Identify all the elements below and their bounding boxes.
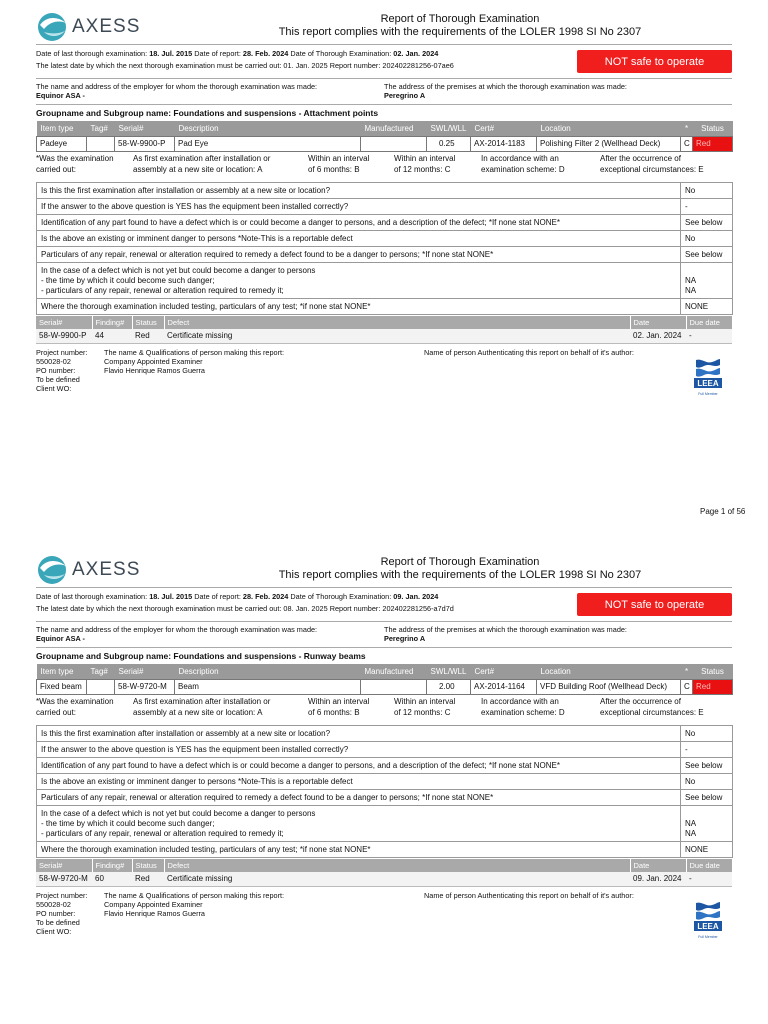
question-row <box>37 790 733 806</box>
column-header: Date <box>630 859 686 872</box>
column-header: Due date <box>686 859 732 872</box>
question-row <box>37 742 733 758</box>
question-row <box>37 758 733 774</box>
report-date-label: Date of report: <box>194 49 241 58</box>
equipment-cell <box>87 679 115 694</box>
divider <box>36 104 732 105</box>
column-header: Location <box>537 664 681 679</box>
column-header: Due date <box>686 316 732 329</box>
report-dates <box>36 48 454 72</box>
column-header: Status <box>132 859 164 872</box>
equipment-cell: Red <box>693 679 733 694</box>
question-text: Is this the first examination after installation or assembly at a new site or location? <box>37 726 681 742</box>
equipment-header-row <box>37 664 733 679</box>
interval-option: Within an interval of 12 months: C <box>394 697 456 717</box>
question-text: Identification of any part found to have a defect which is or could become a danger to persons, and a description of the defect; *If none stat NONE* <box>37 215 681 231</box>
finding-row <box>36 329 732 343</box>
leea-member-logo <box>690 356 726 398</box>
report-title-line1: Report of Thorough Examination <box>380 556 540 568</box>
findings-table <box>36 316 733 344</box>
axess-logo-icon <box>36 12 70 42</box>
column-header: Status <box>693 121 733 136</box>
project-info: Project number: 550028-02 PO number: To be defined Client WO: <box>36 348 88 393</box>
finding-cell: 58-W-9900-P <box>36 329 92 343</box>
exam-date: 02. Jan. 2024 <box>393 49 439 58</box>
finding-cell: Red <box>132 872 164 886</box>
column-header: * <box>681 121 693 136</box>
question-answer: - <box>681 742 733 758</box>
question-text: In the case of a defect which is not yet but could become a danger to persons - the time by which it could become such danger; - particulars of any repair, renewal or alteration required to remedy it; <box>37 806 681 842</box>
equipment-table <box>36 664 733 695</box>
premises-name: Peregrino A <box>384 91 426 100</box>
leea-member-logo <box>690 899 726 941</box>
interval-option: In accordance with an examination scheme: D <box>481 154 565 174</box>
column-header: Cert# <box>471 121 537 136</box>
equipment-row <box>37 136 733 151</box>
svg-text:Full Member: Full Member <box>698 392 718 396</box>
report-number: Report number: 202402281256-a7d7d <box>329 604 454 613</box>
question-answer: See below <box>681 215 733 231</box>
question-text: Particulars of any repair, renewal or alteration required to remedy a defect found to be a danger to persons; *If none stat NONE* <box>37 790 681 806</box>
equipment-table <box>36 121 733 152</box>
question-row <box>37 247 733 263</box>
dates-line <box>36 591 454 603</box>
examination-intervals <box>36 696 732 720</box>
examiner-info: The name & Qualifications of person making this report: Company Appointed Examiner Flavio Henrique Ramos Guerra <box>104 891 285 918</box>
interval-option: *Was the examination carried out: <box>36 697 114 717</box>
equipment-cell: AX-2014-1183 <box>471 136 537 151</box>
interval-option: In accordance with an examination scheme: D <box>481 697 565 717</box>
premises-label: The address of the premises at which the thorough examination was made: <box>384 625 627 634</box>
examiner-info: The name & Qualifications of person making this report: Company Appointed Examiner Flavio Henrique Ramos Guerra <box>104 348 285 375</box>
divider <box>36 647 732 648</box>
interval-option: As first examination after installation or assembly at a new site or location: A <box>133 697 271 717</box>
authenticator-info: Name of person Authenticating this report on behalf of it's author: <box>424 348 634 357</box>
axess-logo-icon <box>36 555 70 585</box>
question-row <box>37 263 733 299</box>
svg-text:LEEA: LEEA <box>697 379 719 388</box>
column-header: Defect <box>164 859 630 872</box>
column-header: Description <box>175 664 361 679</box>
finding-cell: - <box>686 872 732 886</box>
finding-cell: 09. Jan. 2024 <box>630 872 686 886</box>
question-row <box>37 806 733 842</box>
questions-table <box>36 725 733 858</box>
question-row <box>37 231 733 247</box>
equipment-cell: 58-W-9900-P <box>115 136 175 151</box>
interval-option: As first examination after installation or assembly at a new site or location: A <box>133 154 271 174</box>
report-date-label: Date of report: <box>194 592 241 601</box>
next-exam-text: The latest date by which the next thorough examination must be carried out: 08. Jan. 2025 <box>36 604 328 613</box>
finding-cell: Red <box>132 329 164 343</box>
column-header: Tag# <box>87 121 115 136</box>
examination-report <box>0 543 768 943</box>
next-exam-text: The latest date by which the next thorough examination must be carried out: 01. Jan. 2025 <box>36 61 328 70</box>
question-answer: - <box>681 199 733 215</box>
equipment-cell: Polishing Filter 2 (Wellhead Deck) <box>537 136 681 151</box>
report-dates <box>36 591 454 615</box>
column-header: Item type <box>37 664 87 679</box>
equipment-cell <box>361 679 427 694</box>
exam-date-label: Date of Thorough Examination: <box>290 49 392 58</box>
report-date: 28. Feb. 2024 <box>242 592 289 601</box>
next-exam-line <box>36 603 454 615</box>
axess-logo <box>36 555 140 585</box>
last-exam-date: 18. Jul. 2015 <box>149 49 193 58</box>
column-header: Serial# <box>115 121 175 136</box>
question-row <box>37 726 733 742</box>
question-text: If the answer to the above question is YES has the equipment been installed correctly? <box>37 199 681 215</box>
report-title-line2: This report complies with the requirements of the LOLER 1998 SI No 2307 <box>278 26 642 38</box>
finding-cell: 02. Jan. 2024 <box>630 329 686 343</box>
equipment-cell <box>361 136 427 151</box>
equipment-cell: AX-2014-1164 <box>471 679 537 694</box>
report-title-line2: This report complies with the requirements of the LOLER 1998 SI No 2307 <box>278 569 642 581</box>
report-title <box>200 556 720 582</box>
report-number: Report number: 202402281256-07ae6 <box>329 61 454 70</box>
finding-cell: 60 <box>92 872 132 886</box>
question-answer: NONE <box>681 842 733 858</box>
equipment-cell: 0.25 <box>427 136 471 151</box>
report-title-line1: Report of Thorough Examination <box>380 13 540 25</box>
findings-table <box>36 859 733 887</box>
equipment-cell: Pad Eye <box>175 136 361 151</box>
column-header: Finding# <box>92 859 132 872</box>
question-row <box>37 199 733 215</box>
equipment-cell: Padeye <box>37 136 87 151</box>
question-answer: See below <box>681 790 733 806</box>
examination-intervals <box>36 153 732 177</box>
report-header <box>0 0 768 40</box>
column-header: Finding# <box>92 316 132 329</box>
questions-table <box>36 182 733 315</box>
column-header: Date <box>630 316 686 329</box>
question-answer: See below <box>681 758 733 774</box>
divider <box>36 44 732 45</box>
interval-option: Within an interval of 6 months: B <box>308 697 370 717</box>
column-header: * <box>681 664 693 679</box>
column-header: Serial# <box>115 664 175 679</box>
question-answer: NONE <box>681 299 733 315</box>
employer-label: The name and address of the employer for whom the thorough examination was made: <box>36 625 318 634</box>
page-number: Page 1 of 56 <box>700 507 746 516</box>
question-answer: See below <box>681 247 733 263</box>
interval-option: After the occurrence of exceptional circumstances: E <box>600 697 704 717</box>
group-name: Groupname and Subgroup name: Foundations and suspensions - Runway beams <box>36 651 366 661</box>
divider <box>36 621 732 622</box>
equipment-header-row <box>37 121 733 136</box>
not-safe-badge: NOT safe to operate <box>577 50 732 73</box>
question-text: Where the thorough examination included testing, particulars of any test; *if none stat NONE* <box>37 842 681 858</box>
column-header: Description <box>175 121 361 136</box>
examination-report <box>0 0 768 400</box>
question-row <box>37 183 733 199</box>
divider <box>36 587 732 588</box>
column-header: Serial# <box>36 859 92 872</box>
equipment-cell: 58-W-9720-M <box>115 679 175 694</box>
column-header: Location <box>537 121 681 136</box>
finding-cell: - <box>686 329 732 343</box>
question-row <box>37 299 733 315</box>
question-answer: NA NA <box>681 263 733 299</box>
project-info: Project number: 550028-02 PO number: To be defined Client WO: <box>36 891 88 936</box>
last-exam-label: Date of last thorough examination: <box>36 592 148 601</box>
last-exam-date: 18. Jul. 2015 <box>149 592 193 601</box>
exam-date: 09. Jan. 2024 <box>393 592 439 601</box>
report-title <box>200 13 720 39</box>
column-header: Status <box>132 316 164 329</box>
employer-name: Equinor ASA - <box>36 634 85 643</box>
question-answer: No <box>681 774 733 790</box>
question-text: Is the above an existing or imminent danger to persons *Note-This is a reportable defect <box>37 774 681 790</box>
not-safe-badge: NOT safe to operate <box>577 593 732 616</box>
logo-text: AXESS <box>72 16 141 37</box>
finding-cell: 58-W-9720-M <box>36 872 92 886</box>
interval-option: Within an interval of 12 months: C <box>394 154 456 174</box>
column-header: Manufactured <box>361 664 427 679</box>
employer-name: Equinor ASA - <box>36 91 85 100</box>
findings-header-row <box>36 316 732 329</box>
interval-option: Within an interval of 6 months: B <box>308 154 370 174</box>
finding-cell: 44 <box>92 329 132 343</box>
svg-text:LEEA: LEEA <box>697 922 719 931</box>
equipment-cell: Beam <box>175 679 361 694</box>
column-header: SWL/WLL <box>427 121 471 136</box>
question-text: Identification of any part found to have a defect which is or could become a danger to persons, and a description of the defect; *If none stat NONE* <box>37 758 681 774</box>
equipment-row <box>37 679 733 694</box>
premises-label: The address of the premises at which the thorough examination was made: <box>384 82 627 91</box>
column-header: Cert# <box>471 664 537 679</box>
question-text: In the case of a defect which is not yet but could become a danger to persons - the time by which it could become such danger; - particulars of any repair, renewal or alteration required to remedy it; <box>37 263 681 299</box>
equipment-cell: Fixed beam <box>37 679 87 694</box>
question-row <box>37 215 733 231</box>
column-header: Defect <box>164 316 630 329</box>
question-text: Is this the first examination after installation or assembly at a new site or location? <box>37 183 681 199</box>
question-text: If the answer to the above question is YES has the equipment been installed correctly? <box>37 742 681 758</box>
group-name: Groupname and Subgroup name: Foundations and suspensions - Attachment points <box>36 108 379 118</box>
equipment-cell: Red <box>693 136 733 151</box>
divider <box>36 78 732 79</box>
question-text: Is the above an existing or imminent danger to persons *Note-This is a reportable defect <box>37 231 681 247</box>
next-exam-line <box>36 60 454 72</box>
column-header: SWL/WLL <box>427 664 471 679</box>
last-exam-label: Date of last thorough examination: <box>36 49 148 58</box>
findings-header-row <box>36 859 732 872</box>
equipment-cell: C <box>681 136 693 151</box>
finding-cell: Certificate missing <box>164 872 630 886</box>
column-header: Manufactured <box>361 121 427 136</box>
column-header: Tag# <box>87 664 115 679</box>
question-row <box>37 842 733 858</box>
question-answer: NA NA <box>681 806 733 842</box>
column-header: Status <box>693 664 733 679</box>
dates-line <box>36 48 454 60</box>
column-header: Serial# <box>36 316 92 329</box>
finding-row <box>36 872 732 886</box>
svg-text:Full Member: Full Member <box>698 935 718 939</box>
equipment-cell <box>87 136 115 151</box>
axess-logo <box>36 12 140 42</box>
premises-name: Peregrino A <box>384 634 426 643</box>
employer-label: The name and address of the employer for whom the thorough examination was made: <box>36 82 318 91</box>
question-answer: No <box>681 183 733 199</box>
question-text: Particulars of any repair, renewal or alteration required to remedy a defect found to be a danger to persons; *If none stat NONE* <box>37 247 681 263</box>
interval-option: After the occurrence of exceptional circumstances: E <box>600 154 704 174</box>
equipment-cell: VFD Building Roof (Wellhead Deck) <box>537 679 681 694</box>
interval-option: *Was the examination carried out: <box>36 154 114 174</box>
question-text: Where the thorough examination included testing, particulars of any test; *if none stat NONE* <box>37 299 681 315</box>
equipment-cell: 2.00 <box>427 679 471 694</box>
question-answer: No <box>681 231 733 247</box>
logo-text: AXESS <box>72 559 141 580</box>
report-header <box>0 543 768 583</box>
report-date: 28. Feb. 2024 <box>242 49 289 58</box>
equipment-cell: C <box>681 679 693 694</box>
exam-date-label: Date of Thorough Examination: <box>290 592 392 601</box>
question-row <box>37 774 733 790</box>
column-header: Item type <box>37 121 87 136</box>
question-answer: No <box>681 726 733 742</box>
finding-cell: Certificate missing <box>164 329 630 343</box>
authenticator-info: Name of person Authenticating this report on behalf of it's author: <box>424 891 634 900</box>
